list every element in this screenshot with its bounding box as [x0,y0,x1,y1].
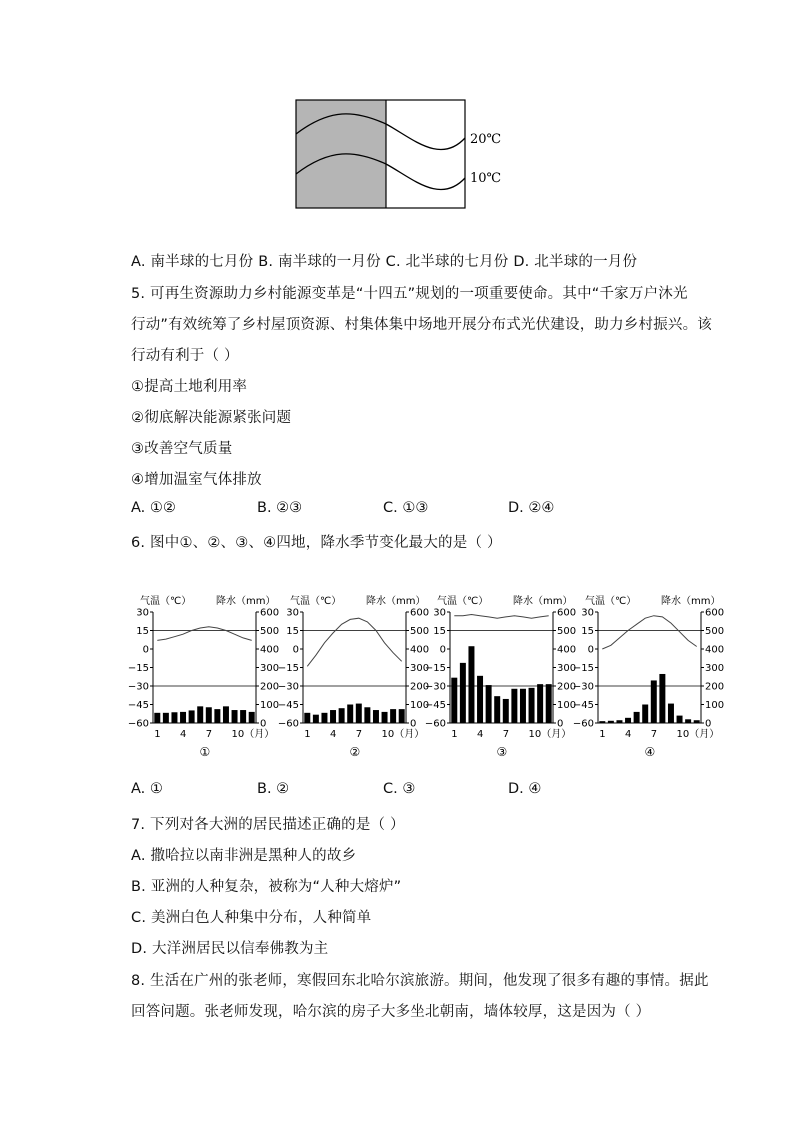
chart-3-temp-tick-label: 30 [433,607,446,619]
chart-2-precip-bar [347,705,353,724]
chart-3-precip-bar [460,663,466,723]
q6-option-d: D. ④ [508,781,542,797]
chart-1-temp-tick-label: 15 [136,626,149,637]
chart-2-x-tick-label: 7 [355,729,363,740]
q5-item-4: ④增加温室气体排放 [131,472,262,488]
chart-1-precip-bar [171,712,177,723]
chart-3-precip-bar [503,699,509,723]
chart-3-precip-tick-label: 300 [557,663,577,674]
chart-4-x-tick-label: 7 [650,729,658,740]
chart-3-x-tick-label: 1 [451,729,458,740]
chart-4-precip-tick-label: 400 [705,644,725,656]
chart-4-temp-tick-label: −15 [572,663,594,674]
chart-3-x-tick-label: 7 [502,729,510,740]
chart-2-precip-bar [304,713,310,723]
chart-3-x-tick-label: 10（月） [528,729,572,740]
chart-4-precip-bar [668,704,674,723]
chart-2-x-tick-label: 4 [330,729,337,740]
chart-4-x-tick-label: 10（月） [676,729,720,740]
chart-4-temp-tick-label: −60 [572,718,594,730]
chart-2-precip-tick-label: 100 [410,700,430,711]
chart-4-precip-tick-label: 500 [705,626,725,637]
chart-4-temp-title: 气温（℃） [585,596,637,607]
chart-3-temp-tick-label: −15 [424,663,446,674]
chart-3-precip-tick-label: 100 [557,700,577,711]
q8-stem-line-1: 8. 生活在广州的张老师，寒假回东北哈尔滨旅游。期间，他发现了很多有趣的事情。据此 [131,973,709,989]
chart-4-precip-tick-label: 0 [705,718,712,730]
chart-1-precip-tick-label: 500 [260,626,280,637]
chart-4-temp-tick-label: −45 [572,700,594,711]
chart-1-precip-tick-label: 600 [260,607,280,619]
chart-2-temp-tick-label: −60 [277,718,299,730]
chart-2-precip-tick-label: 500 [410,626,430,637]
q5-stem-line-1: 5. 可再生资源助力乡村能源变革是“十四五”规划的一项重要使命。其中“千家万户沐光 [131,286,688,302]
chart-4-x-tick-label: 4 [625,729,632,740]
chart-3-label: ③ [496,745,508,759]
chart-4-precip-bar [651,680,657,723]
chart-3-precip-bar [494,696,500,723]
chart-2-temp-title: 气温（℃） [290,596,342,607]
q5-option-a: A. ①② [131,500,176,516]
chart-2-precip-bar [399,709,405,723]
chart-3-precip-bar [537,684,543,723]
chart-4-x-tick-label: 1 [599,729,606,740]
chart-2-x-tick-label: 10（月） [381,729,425,740]
chart-4-precip-bar [599,721,605,723]
chart-1-precip-bar [206,707,212,723]
chart-3-precip-tick-label: 0 [557,718,564,730]
q5-option-d: D. ②④ [508,500,555,516]
chart-2-precip-tick-label: 400 [410,644,430,656]
chart-1-precip-bar [249,712,255,723]
q6-option-c: C. ③ [383,781,416,797]
chart-2-precip-bar [321,713,327,723]
chart-2-temp-tick-label: −15 [277,663,299,674]
q7-option-b: B. 亚洲的人种复杂，被称为“人种大熔炉” [131,879,402,895]
chart-2-x-tick-label: 1 [304,729,311,740]
chart-1-precip-bar [154,713,160,723]
chart-1-precip-bar [232,710,238,723]
chart-1-precip-tick-label: 400 [260,644,280,656]
q7-stem: 7. 下列对各大洲的居民描述正确的是（ ） [131,817,405,833]
chart-2-precip-bar [356,704,362,723]
chart-1-temp-tick-label: −30 [127,681,149,693]
chart-1-label: ① [199,745,211,759]
chart-2-precip-bar [339,708,345,723]
chart-3-precip-bar [520,689,526,723]
q5-item-2: ②彻底解决能源紧张问题 [131,410,292,426]
chart-4-precip-tick-label: 300 [705,663,725,674]
chart-4-precip-bar [659,674,665,723]
chart-4-precip-bar [685,719,691,723]
chart-3-temp-tick-label: 15 [433,626,446,637]
chart-1-precip-title: 降水（mm） [216,596,276,607]
chart-3-temp-tick-label: −60 [424,718,446,730]
chart-4-precip-title: 降水（mm） [661,596,721,607]
q6-option-b: B. ② [257,781,290,797]
chart-1-precip-tick-label: 0 [260,718,267,730]
chart-1-precip-tick-label: 200 [260,681,280,693]
q8-stem-line-2: 回答问题。张老师发现，哈尔滨的房子大多坐北朝南，墙体较厚，这是因为（ ） [131,1004,651,1020]
chart-3-x-tick-label: 4 [477,729,484,740]
chart-4-label: ④ [644,745,656,759]
chart-3-temp-title: 气温（℃） [437,596,489,607]
chart-4-temp-tick-label: −30 [572,681,594,693]
q6-stem: 6. 图中①、②、③、④四地，降水季节变化最大的是（ ） [131,535,502,551]
chart-1-temp-tick-label: 0 [142,644,149,656]
chart-2-temp-tick-label: 15 [286,626,299,637]
chart-1-precip-bar [197,706,203,723]
chart-2-precip-tick-label: 300 [410,663,430,674]
q5-option-c: C. ①③ [383,500,429,516]
chart-2-label: ② [349,745,361,759]
chart-4-precip-bar [634,712,640,723]
chart-2-temp-tick-label: 0 [292,644,299,656]
chart-3-precip-tick-label: 500 [557,626,577,637]
isotherm-label-20: 20℃ [470,132,502,147]
q4-options: A. 南半球的七月份 B. 南半球的一月份 C. 北半球的七月份 D. 北半球的一月份 [131,254,638,270]
chart-1-precip-bar [163,713,169,723]
chart-1-x-tick-label: 10（月） [231,729,275,740]
q6-option-a: A. ① [131,781,163,797]
chart-4-temp-tick-label: 30 [581,607,594,619]
q5-item-3: ③改善空气质量 [131,441,233,457]
chart-4-temp-line [602,616,696,649]
chart-3-precip-bar [546,684,552,723]
q5-stem-line-2: 行动”有效统筹了乡村屋顶资源、村集体集中场地开展分布式光伏建设，助力乡村振兴。该 [131,317,713,333]
q5-option-b: B. ②③ [257,500,303,516]
chart-2-precip-bar [382,712,388,723]
chart-1-precip-bar [223,706,229,723]
q7-option-d: D. 大洋洲居民以信奉佛教为主 [131,941,329,957]
isotherm-figure [0,0,794,240]
chart-1-temp-tick-label: 30 [136,607,149,619]
chart-2-temp-tick-label: −45 [277,700,299,711]
chart-3-temp-tick-label: 0 [439,644,446,656]
chart-1-x-tick-label: 1 [154,729,161,740]
chart-1-precip-tick-label: 100 [260,700,280,711]
chart-1-precip-bar [214,709,220,723]
chart-3-precip-tick-label: 200 [557,681,577,693]
chart-4-precip-bar [677,716,683,723]
chart-1-temp-title: 气温（℃） [140,596,192,607]
chart-3-precip-bar [468,646,474,723]
chart-3-temp-line [454,615,548,619]
chart-3-precip-bar [451,678,457,723]
chart-4-precip-bar [616,720,622,723]
chart-3-precip-bar [486,685,492,723]
chart-1-temp-tick-label: −45 [127,700,149,711]
climate-charts [0,590,794,770]
chart-4-precip-tick-label: 200 [705,681,725,693]
chart-3-temp-tick-label: −45 [424,700,446,711]
chart-4-precip-bar [642,705,648,724]
chart-4-precip-bar [694,720,700,723]
chart-2-precip-tick-label: 0 [410,718,417,730]
chart-2-temp-tick-label: 30 [286,607,299,619]
chart-1-temp-tick-label: −15 [127,663,149,674]
chart-2-precip-bar [330,710,336,723]
chart-4-precip-tick-label: 100 [705,700,725,711]
chart-3-precip-bar [511,689,517,723]
q5-item-1: ①提高土地利用率 [131,379,248,395]
chart-2-precip-bar [390,709,396,723]
isotherm-label-10: 10℃ [470,171,502,186]
chart-2-temp-tick-label: −30 [277,681,299,693]
chart-1-x-tick-label: 4 [180,729,187,740]
chart-3-precip-tick-label: 400 [557,644,577,656]
chart-4-temp-tick-label: 15 [581,626,594,637]
chart-1-precip-bar [180,712,186,723]
chart-2-precip-title: 降水（mm） [366,596,426,607]
chart-4-precip-tick-label: 600 [705,607,725,619]
q7-option-c: C. 美洲白色人种集中分布，人种简单 [131,910,372,926]
chart-1-x-tick-label: 7 [205,729,213,740]
chart-3-temp-tick-label: −30 [424,681,446,693]
chart-2-precip-tick-label: 600 [410,607,430,619]
chart-3-precip-tick-label: 600 [557,607,577,619]
chart-1-precip-bar [240,710,246,723]
chart-2-precip-bar [373,710,379,723]
chart-3-precip-title: 降水（mm） [513,596,573,607]
chart-3-precip-bar [529,688,535,723]
chart-2-temp-line [307,618,401,666]
chart-4-temp-tick-label: 0 [587,644,594,656]
q5-stem-line-3: 行动有利于（ ） [131,348,239,364]
chart-4-precip-bar [608,721,614,723]
chart-1-precip-tick-label: 300 [260,663,280,674]
chart-2-precip-bar [364,707,370,723]
chart-1-temp-line [157,627,251,641]
chart-2-precip-tick-label: 200 [410,681,430,693]
chart-1-temp-tick-label: −60 [127,718,149,730]
chart-1-precip-bar [189,710,195,723]
q7-option-a: A. 撒哈拉以南非洲是黑种人的故乡 [131,848,357,864]
chart-2-precip-bar [313,715,319,723]
chart-4-precip-bar [625,718,631,723]
chart-3-precip-bar [477,676,483,723]
